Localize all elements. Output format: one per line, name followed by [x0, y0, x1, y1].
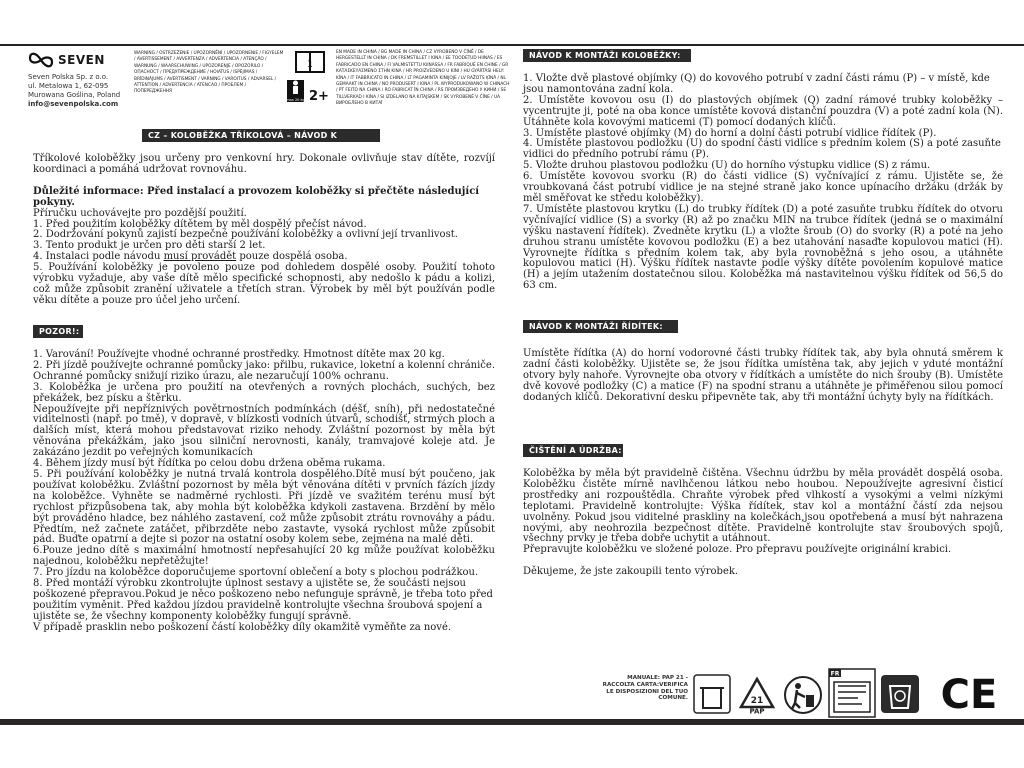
caution-item: V případě prasklin nebo poškození částí koloběžky díly okamžitě vyměňte za nové.	[33, 621, 452, 633]
seven-logo-icon	[28, 50, 54, 70]
warning-multilang: WARNING / OSTRZEŻENIE / UPOZORNĚNÍ / UPOZORNENIE / FIGYELEM / AVERTISSEMENT / AVVERTENZA / ADVERTENCIA / ATENÇÃO / WARNUNG / WAARSCHUWING / UPOZORENJE / OPOZORILO / ОПАСНОСТ / ПРЕДУПРЕЖДЕНИЕ / HOIATUS / ISPĖJIMAS / BRĪDINĀJUMS / AVERTISMENT / VARNING / VAROITUS / ADVARSEL / ATTENTION / ADVERTENCIA / ATENCAO / ПРОБЛЕМ / ПОПЕРЕДЖЕННЯ	[134, 51, 284, 95]
caution-item: 8. Před montáží výrobku zkontrolujte úplnost sestavy a ujistěte se, že součásti nejsou poškozené přepravou.Pokud je něco poškozeno nebo nefunguje správně, je třeba toto před použitím vyměnit. Před každou jízdou pravidelně kontrolujte všechna šroubová spojení a ujistěte se, že všechny komponenty koloběžky fungují správně.	[33, 578, 493, 622]
fr-label: FR	[830, 670, 840, 678]
intro-paragraph: Tříkolové koloběžky jsou určeny pro venkovní hry. Dokonale ovlivňuje stav dítěte, rozvíjí koordinaci a pomáhá udržovat rovnováhu.	[33, 153, 495, 175]
company-name: Seven Polska Sp. z o.o.	[28, 73, 109, 81]
top-margin	[0, 0, 1024, 44]
caution-item: 4. Během jízdy musí být řídítka po celou dobu držena oběma rukama.	[33, 458, 386, 470]
assembly-text	[523, 74, 1003, 292]
instruction-item: 2. Dodržování pokynů zajistí bezpečné používání koloběžky a ovlivní její trvanlivost.	[33, 229, 458, 241]
assembly-step: 5. Vložte druhou plastovou podložku (U) do horního výstupku vidlice (S) z rámu.	[523, 160, 931, 172]
pap-recycle-icon	[738, 676, 776, 714]
section-header-assembly: NÁVOD K MONTÁŽI KOLOBĚŽKY:	[523, 49, 691, 62]
ce-label: CE	[940, 672, 998, 716]
section-header-care: ČIŠTĚNÍ A ÚDRŽBA:	[523, 444, 623, 457]
instruction-item: 3. Tento produkt je určen pro děti starší 2 let.	[33, 240, 266, 252]
ce-mark-icon	[934, 670, 1004, 716]
pap-number: 21	[750, 696, 764, 706]
care-text	[523, 469, 1003, 578]
left-column-text	[33, 154, 495, 307]
important-notice: Důležité informace: Před instalací a provozem koloběžky si přečtěte následující pokyny.	[33, 185, 480, 208]
section-header-caution: POZOR!:	[33, 325, 83, 338]
caution-item: 2. Při jízdě používejte ochranné pomůcky jako: přilbu, rukavice, loketní a kolenní chrániče. Ochranné pomůcky snižují riziko úrazu, ale nezaručují 100% ochranu.	[33, 359, 495, 382]
paper-bin-icon	[880, 674, 920, 714]
tidyman-icon	[783, 675, 823, 715]
keep-manual-note: Příručku uchovávejte pro pozdější použití.	[33, 207, 247, 219]
section-header-cz-title: CZ – KOLOBĚŽKA TŘÍKOLOVÁ – NÁVOD K OBSLUZE	[142, 129, 380, 142]
company-city: Murowana Goślina, Poland	[28, 91, 121, 99]
instruction-item-4: 4. Instalaci podle návodu musí provádět pouze dospělá osoba.	[33, 251, 348, 263]
caution-item: 3. Koloběžka je určena pro použití na otevřených a rovných plochách, suchých, bez překážek, bez písku a štěrku.	[33, 381, 495, 404]
all-in-recycle-icon	[693, 674, 731, 714]
caution-item: Nepoužívejte při nepříznivých povětrnostních podmínkách (déšť, sníh), při nedostatečné viditelnosti (např. po tmě), v dopravě, v blízkosti vodních útvarů, schodišť, strmých ploch a dalších míst, která mohou představovat riziko nehody. Zvláštní pozornost by měla být věnována překážkám, jako jsou silniční nerovnosti, kanály, tramvajové koleje atd. Je zakázáno jezdit po veřejných komunikacích	[33, 403, 495, 459]
top-rule	[0, 44, 1024, 46]
caution-item: 7. Pro jízdu na koloběžce doporučujeme sportovní oblečení a boty s plochou podrážkou.	[33, 567, 479, 579]
pap-label: PAP	[749, 707, 765, 714]
fr-triman-icon	[828, 668, 876, 718]
handlebar-text	[523, 349, 1003, 404]
brand-block	[28, 50, 128, 109]
made-in-china-multilang: EN MADE IN CHINA / BG MADE IN CHINA / CZ VYROBENO V ČÍNĚ / DE HERGESTELLT IN CHINA / DK FREMSTILLET I KINA / EE TOODETUD HIINAS / ES FABRICADO EN CHINA / FI VALMISTETTU KIINASSA / FR FABRIQUÉ EN CHINE / GR ΚΑΤΑΣΚΕΥΑΣΜΕΝΟ ΣΤΗΝ ΚΙΝΑ / HR PROIZVEDENO U KINI / HU GYÁRTÁSI HELY: KÍNA / IT FABBRICATO IN CHINA / LT PAGAMINTA KINIJOJE / LV RAŽOTS ĶĪNĀ / NL GEMAAKT IN CHINA / NO PRODUSERT I KINA / PL WYPRODUKOWANO W CHINACH / PT FEITO NA CHINA / RO FABRICAT ÎN CHINA / RS ПРОИЗВЕДЕНО У КИНИ / SE TILLVERKAD I KINA / SI IZDELANO NA KITAJSKEM / SK VYROBENÉ V ČÍNE / UA ВИРОБЛЕНО В КИТАЇ	[336, 50, 510, 107]
instruction-item: 5. Používání koloběžky je povoleno pouze pod dohledem dospělé osoby. Použití tohoto výrobku vyžaduje, aby vaše dítě mělo specifické schopnosti, aby nedošlo k pádu a kolizi, což může způsobit zranění uživatele a třetích stran. Výrobek by měl být používán podle věku dítěte a pouze pro účel jeho určení.	[33, 262, 495, 306]
transport-note: Přepravujte koloběžku ve složené poloze. Pro přepravu používejte originální krabici.	[523, 544, 952, 556]
handlebar-paragraph: Umístěte řídítka (A) do horní vodorovné části trubky řídítek tak, aby byla ohnutá směrem k zadní části koloběžky. Ujistěte se, že jsou řídítka umístěna tak, aby jejich v yduté montážní otvory byly nahoře. Vyrovnejte oba otvory v řídítkách a umístěte do nich šrouby (B). Umístěte dvě kovové podložky (C) a matice (F) na spodní stranu a utáhněte je přiměřenou silou pomocí dodaných klíčů. Dekorativní desku připevněte tak, aby tři montážní úchyty byly na řídítkách.	[523, 348, 1003, 403]
assembly-step: 3. Umístěte plastové objímky (M) do horní a dolní části potrubí vidlice řídítek (P).	[523, 127, 937, 139]
assembly-step: 1. Vložte dvě plastové objímky (Q) do kovového potrubí v zadní části rámu (P) – v místě, kde jsou namontována zadní kola.	[523, 73, 990, 95]
instruction-item: 1. Před použitím koloběžky dítětem by měl dospělý přečíst návod.	[33, 218, 367, 230]
caution-item: 6.Pouze jedno dítě s maximální hmotností nepřesahující 20 kg může používat koloběžku najednou, koloběžku nepřetěžujte!	[33, 545, 495, 568]
thanks-note: Děkujeme, že jste zakoupili tento výrobek.	[523, 566, 739, 578]
assembly-step: 7. Umístěte plastovou krytku (L) do trubky řídítek (D) a poté zasuňte trubku řídítek do otvoru vyčnívající vidlice (S) a svorky (R) až po značku MIN na trubce řídítek (jedná se o maximální výšku nastavení řídítek). Zvedněte krytku (L) a vložte šroub (O) do svorky (R) a poté na jeho druhou stranu umístěte kovovou podložku (E) a bez utahování nasaďte kopulovou matici (H). Vyrovnejte řídítka s předním kolem tak, aby byla rovnoběžná s jeho osou, a utáhněte kopulovou matici (H). Výšku řídítek nastavte podle výšky dítěte povolením kopulové matice (H) a jejím utažením dostatečnou silou. Koloběžka má nastavitelnou výšku řídítek od 56,5 do 63 cm.	[523, 203, 1003, 292]
age-label: 2+	[309, 89, 329, 104]
brand-name: SEVEN	[58, 53, 105, 67]
recycling-manual-note: MANUALE: PAP 21 - RACCOLTA CARTA:VERIFICA LE DISPOSIZIONI DEL TUO COMUNE.	[602, 675, 688, 702]
bottom-margin	[0, 725, 1024, 768]
caution-item: 5. Při používání koloběžky je nutná trvalá kontrola dospělého.Dítě musí být poučeno, jak používat koloběžku. Zvláštní pozornost by měla být věnována dítěti v prvních fázích jízdy na koloběžce. Vyhněte se nadměrné rychlosti. Při jízdě ve svažitém terénu musí být rychlost přizpůsobena tak, aby mohla být koloběžka kdykoli zastavena. Brzdění by mělo být prováděno hladce, bez náhlého zastavení, což může způsobit ztrátu rovnováhy a pádu. Předtím, než začnete zatáčet, přibrzděte nebo zastavte, vysoká rychlost může způsobit pád. Buďte opatrní a dejte si pozor na ostatní osoby kolem sebe, zejména na malé děti.	[33, 468, 495, 546]
assembly-step: 2. Umístěte kovovou osu (I) do plastových objímek (Q) zadní rámové trubky koloběžky – vycentrujte ji, poté na oba konce umístěte kovová distanční pouzdra (V) a poté zadní kola (N). Utáhněte kola kovovými maticemi (T) pomocí dodaných klíčů.	[523, 94, 1003, 128]
caution-text	[33, 350, 495, 634]
caution-item: 1. Varování! Používejte vhodné ochranné prostředky. Hmotnost dítěte max 20 kg.	[33, 349, 445, 360]
svg-text:i: i	[307, 56, 313, 70]
assembly-step: 4. Umístěte plastovou podložku (U) do spodní části vidlice s předním kolem (S) a poté zasuňte vidlici do předního potrubí rámu (P).	[523, 138, 1001, 161]
company-street: ul. Metalowa 1, 62-095	[28, 82, 109, 90]
pictogram-group	[286, 50, 334, 108]
read-manual-icon	[296, 52, 324, 72]
assembly-step: 6. Umístěte kovovou svorku (R) do části vidlice (S) vyčnívající z rámu. Ujistěte se, že vroubkovaná část potrubí vidlice je na stejné straně jako konce upínacího držáku (držák by měl směřovat ke středu koloběžky).	[523, 171, 1003, 204]
section-header-handlebar: NÁVOD K MONTÁŽI ŘÍDÍTEK:	[523, 320, 678, 333]
max-weight-label: max 20 kg	[286, 98, 305, 102]
care-paragraph: Koloběžka by měla být pravidelně čištěna. Všechnu údržbu by měla provádět dospělá osoba. Koloběžku čistěte mírně navlhčenou látkou nebo houbou. Nepoužívejte agresivní čisticí prostředky ani rozpouštědla. Chraňte výrobek před vlhkostí a vysokými a velmi nízkými teplotami. Pravidelně kontrolujte: Výška řídítek, stav kol a montážní částí zda nejsou uvolněny. Pokud jsou viditelné praskliny na kolečkách,jsou opotřebená a musí být nahrazena novými, aby neohrozila bezpečnost dítěte. Pravidelně kontrolujte stav šroubových spojů, všechny prvky je třeba dobře uchytit a utáhnout.	[523, 468, 1003, 545]
company-email: info@sevenpolska.com	[28, 100, 119, 108]
